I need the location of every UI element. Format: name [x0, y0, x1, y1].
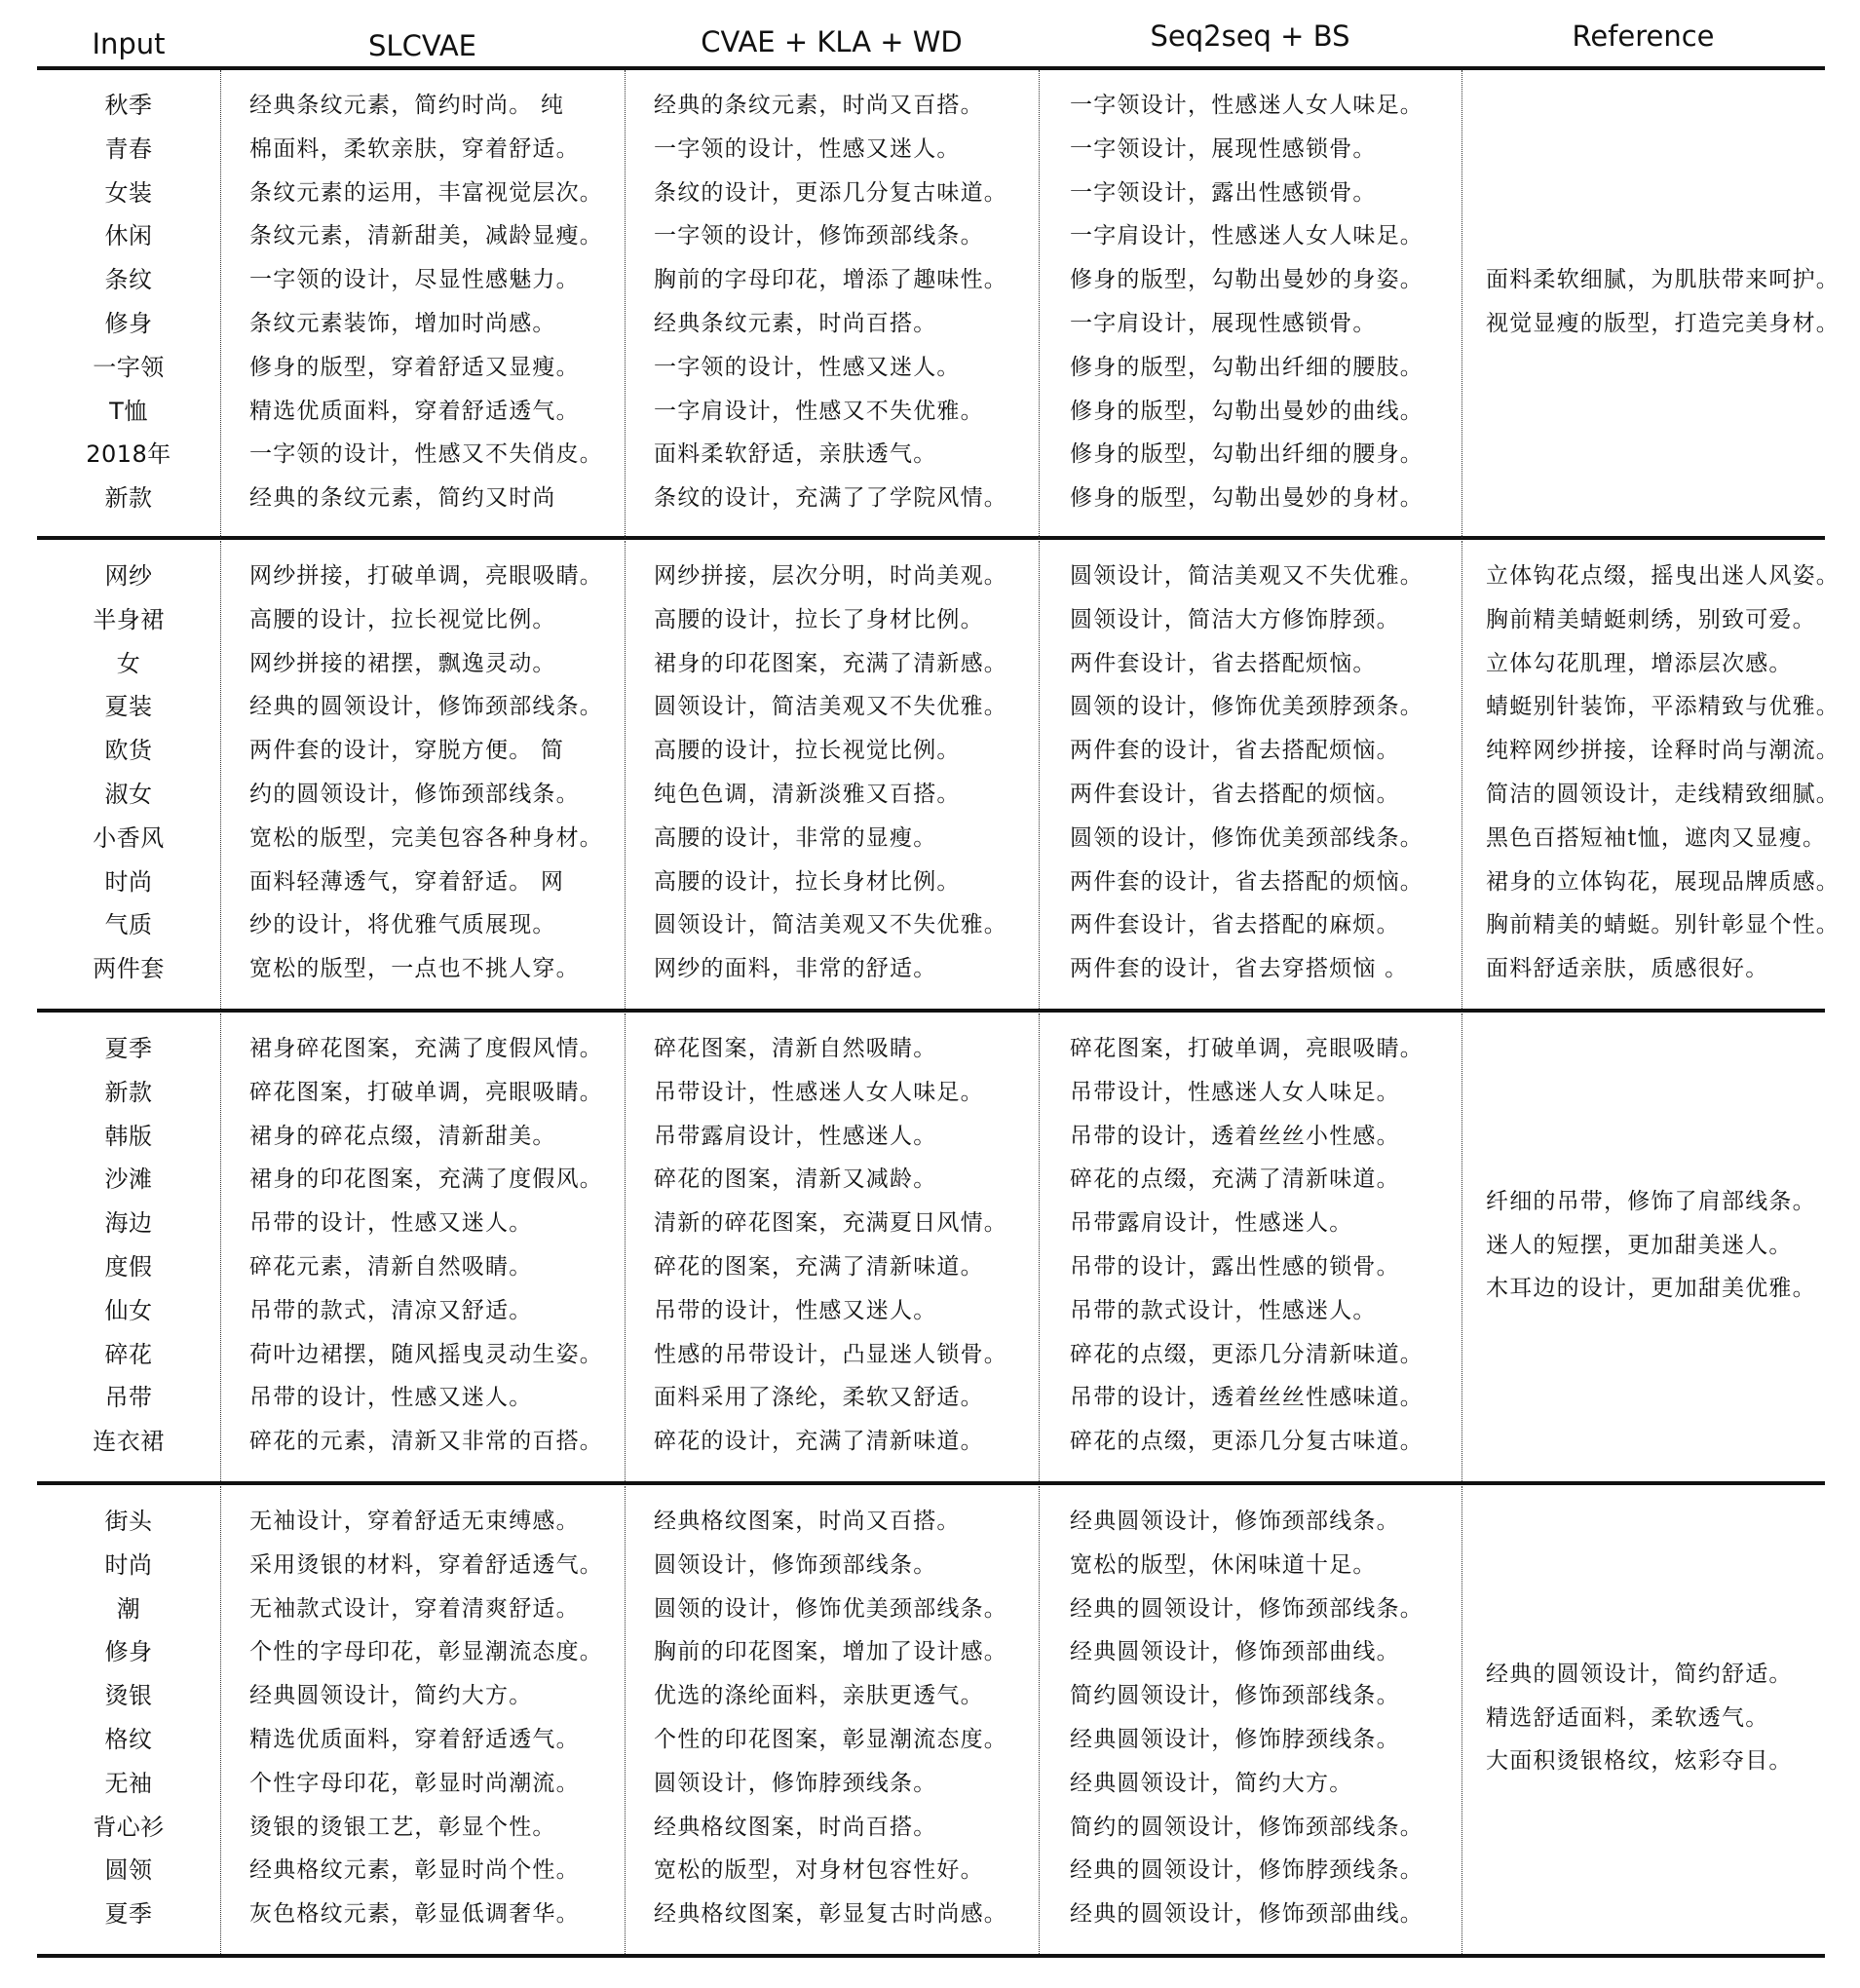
text-line: 网纱拼接，打破单调，亮眼吸睛。 [249, 563, 603, 589]
slcvae-output-cell [220, 1486, 625, 1954]
group-separator-rule [37, 1481, 1825, 1485]
text-line: 纯色色调，清新淡雅又百搭。 [654, 782, 961, 807]
reference-text-cell [1461, 70, 1840, 538]
header-seq2seq: Seq2seq + BS [1150, 19, 1350, 53]
text-line: 立体勾花肌理，增添层次感。 [1486, 650, 1793, 676]
text-line: 经典格纹元素，彰显时尚个性。 [249, 1857, 580, 1884]
text-line: 无袖款式设计，穿着清爽舒适。 [249, 1595, 580, 1622]
text-line: 条纹元素装饰，增加时尚感。 [249, 311, 556, 336]
input-keyword: 背心衫 [93, 1813, 165, 1841]
input-keyword: 半身裙 [93, 605, 165, 633]
text-line: 个性的印花图案，彰显潮流态度。 [654, 1727, 1007, 1752]
comparison-table [37, 0, 1840, 1929]
text-line: 立体钩花点缀，摇曳出迷人风姿。 [1486, 563, 1840, 589]
text-line: 吊带的设计，透着丝丝性感味道。 [1070, 1385, 1423, 1411]
text-line: 简约圆领设计，修饰颈部线条。 [1070, 1683, 1400, 1709]
text-line: 经典格纹图案，时尚又百搭。 [654, 1509, 961, 1534]
text-line: 一字肩设计，性感又不失优雅。 [654, 398, 984, 424]
text-line: 高腰的设计，拉长身材比例。 [654, 868, 961, 895]
table-header [37, 0, 1825, 70]
cvae-output-cell [625, 541, 1039, 1009]
slcvae-output-cell [220, 1013, 625, 1481]
text-line: 一字领的设计，修饰颈部线条。 [654, 223, 984, 249]
text-line: 条纹元素，清新甜美，减龄显瘦。 [249, 223, 603, 249]
text-line: 裙身的印花图案，充满了清新感。 [654, 650, 1007, 676]
input-keyword: 一字领 [93, 353, 165, 381]
text-line: 圆领设计，简洁大方修饰脖颈。 [1070, 606, 1400, 632]
header-reference: Reference [1572, 19, 1715, 53]
example-group [37, 541, 1840, 1009]
input-keyword: 新款 [104, 484, 153, 513]
text-line: 无袖设计，穿着舒适无束缚感。 [249, 1509, 580, 1534]
text-line: 胸前精美蜻蜓刺绣，别致可爱。 [1486, 606, 1816, 632]
cvae-output-cell [625, 70, 1039, 538]
text-line: 条纹元素的运用，丰富视觉层次。 [249, 179, 603, 206]
text-line: 一字领的设计，性感又迷人。 [654, 354, 961, 380]
text-line: 吊带露肩设计，性感迷人。 [1070, 1210, 1353, 1237]
text-line: 碎花图案，打破单调，亮眼吸睛。 [1070, 1036, 1423, 1061]
text-line: 两件套设计，省去搭配的烦恼。 [1070, 782, 1400, 807]
text-line: 精选舒适面料，柔软透气。 [1486, 1704, 1769, 1731]
group-separator-rule [37, 1009, 1825, 1013]
text-line: 面料柔软细腻，为肌肤带来呵护。 [1486, 267, 1840, 293]
text-line: 经典条纹元素，简约时尚。 纯 [249, 93, 565, 118]
text-line: 裙身碎花图案，充满了度假风情。 [249, 1036, 603, 1061]
input-keyword: 修身 [104, 1638, 153, 1666]
text-line: 经典圆领设计，简约大方。 [1070, 1770, 1353, 1796]
text-line: 修身的版型，勾勒出纤细的腰肢。 [1070, 354, 1423, 380]
text-line: 面料柔软舒适，亲肤透气。 [654, 441, 937, 468]
text-line: 经典的圆领设计，修饰颈部线条。 [249, 694, 603, 720]
text-line: 视觉显瘦的版型，打造完美身材。 [1486, 311, 1840, 336]
text-line: 个性字母印花，彰显时尚潮流。 [249, 1770, 580, 1796]
text-line: 吊带的设计，性感又迷人。 [249, 1385, 533, 1411]
text-line: 一字领的设计，性感又迷人。 [654, 135, 961, 162]
text-line: 面料采用了涤纶，柔软又舒适。 [654, 1385, 984, 1411]
text-line: 碎花的图案，清新又减龄。 [654, 1166, 937, 1193]
input-keyword: 无袖 [104, 1769, 153, 1797]
cvae-output-cell [625, 1486, 1039, 1954]
text-line: 修身的版型，穿着舒适又显瘦。 [249, 354, 580, 380]
input-keyword: 时尚 [104, 867, 153, 896]
text-line: 高腰的设计，非常的显瘦。 [654, 824, 937, 851]
input-keyword: 欧货 [104, 737, 153, 765]
text-line: 一字领设计，露出性感锁骨。 [1070, 179, 1377, 206]
text-line: 圆领的设计，修饰优美颈部线条。 [1070, 824, 1423, 851]
text-line: 修身的版型，勾勒出曼妙的曲线。 [1070, 398, 1423, 424]
text-line: 经典的圆领设计，修饰颈部线条。 [1070, 1595, 1423, 1622]
input-keyword: 修身 [104, 310, 153, 337]
slcvae-output-cell [220, 541, 625, 1009]
input-keywords-cell [37, 1013, 220, 1481]
input-keywords-cell [37, 1486, 220, 1954]
input-keyword: 街头 [104, 1508, 153, 1535]
text-line: 圆领设计，简洁美观又不失优雅。 [1070, 563, 1423, 589]
text-line: 修身的版型，勾勒出曼妙的身姿。 [1070, 267, 1423, 293]
text-line: 吊带的款式，清凉又舒适。 [249, 1297, 533, 1323]
input-keyword: 女 [116, 649, 141, 677]
input-keyword: 青春 [104, 134, 153, 163]
text-line: 圆领设计，修饰脖颈线条。 [654, 1770, 937, 1796]
text-line: 一字领设计，展现性感锁骨。 [1070, 135, 1377, 162]
text-line: 吊带的设计，露出性感的锁骨。 [1070, 1254, 1400, 1280]
text-line: 经典的条纹元素，时尚又百搭。 [654, 93, 984, 118]
text-line: 碎花元素，清新自然吸睛。 [249, 1254, 533, 1280]
seq2seq-output-cell [1039, 1486, 1461, 1954]
text-line: 一字肩设计，性感迷人女人味足。 [1070, 223, 1423, 249]
input-keyword: 休闲 [104, 222, 153, 250]
text-line: 蜻蜓别针装饰，平添精致与优雅。 [1486, 694, 1840, 720]
header-input: Input [92, 27, 166, 60]
input-keyword: 时尚 [104, 1550, 153, 1579]
text-line: 约的圆领设计，修饰颈部线条。 [249, 782, 580, 807]
input-keyword: 气质 [104, 911, 153, 939]
text-line: 圆领的设计，修饰优美颈部线条。 [654, 1595, 1007, 1622]
text-line: 碎花的点缀，更添几分清新味道。 [1070, 1341, 1423, 1367]
text-line: 迷人的短摆，更加甜美迷人。 [1486, 1232, 1793, 1258]
input-keyword: 网纱 [104, 562, 153, 590]
input-keyword: 韩版 [104, 1122, 153, 1150]
header-cvae: CVAE + KLA + WD [701, 25, 963, 58]
text-line: 条纹的设计，充满了了学院风情。 [654, 485, 1007, 512]
text-line: 简约的圆领设计，修饰颈部线条。 [1070, 1814, 1423, 1840]
text-line: 一字领的设计，尽显性感魅力。 [249, 267, 580, 293]
text-line: 修身的版型，勾勒出纤细的腰身。 [1070, 441, 1423, 468]
text-line: 碎花的点缀，更添几分复古味道。 [1070, 1429, 1423, 1455]
input-keyword: 仙女 [104, 1296, 153, 1324]
slcvae-output-cell [220, 70, 625, 538]
text-line: 圆领的设计，修饰优美颈脖颈条。 [1070, 694, 1423, 720]
text-line: 经典的圆领设计，修饰颈部曲线。 [1070, 1901, 1423, 1928]
bottom-rule [37, 1954, 1825, 1958]
input-keyword: 烫银 [104, 1682, 153, 1710]
seq2seq-output-cell [1039, 1013, 1461, 1481]
input-keyword: 夏季 [104, 1900, 153, 1929]
input-keyword: 夏装 [104, 693, 153, 721]
example-group [37, 1013, 1825, 1481]
text-line: 裙身的立体钩花，展现品牌质感。 [1486, 868, 1840, 895]
text-line: 大面积烫银格纹，炫彩夺目。 [1486, 1748, 1793, 1775]
seq2seq-output-cell [1039, 70, 1461, 538]
text-line: 两件套设计，省去搭配的麻烦。 [1070, 912, 1400, 938]
text-line: 高腰的设计，拉长视觉比例。 [654, 738, 961, 764]
text-line: 经典条纹元素，时尚百搭。 [654, 311, 937, 336]
input-keyword: 沙滩 [104, 1166, 153, 1194]
input-keyword: 碎花 [104, 1340, 153, 1368]
text-line: 网纱拼接的裙摆，飘逸灵动。 [249, 650, 556, 676]
text-line: 条纹的设计，更添几分复古味道。 [654, 179, 1007, 206]
text-line: 胸前精美的蜻蜓。别针彰显个性。 [1486, 912, 1840, 938]
text-line: 碎花的图案，充满了清新味道。 [654, 1254, 984, 1280]
input-keyword: 海边 [104, 1209, 153, 1238]
text-line: 碎花的设计，充满了清新味道。 [654, 1429, 984, 1455]
text-line: 吊带的设计，性感又迷人。 [249, 1210, 533, 1237]
text-line: 经典圆领设计，修饰脖颈线条。 [1070, 1727, 1400, 1752]
text-line: 一字领的设计，性感又不失俏皮。 [249, 441, 603, 468]
text-line: 面料舒适亲肤，质感很好。 [1486, 956, 1769, 982]
text-line: 宽松的版型，对身材包容性好。 [654, 1857, 984, 1884]
text-line: 吊带的设计，透着丝丝小性感。 [1070, 1123, 1400, 1149]
text-line: 经典的圆领设计，简约舒适。 [1486, 1661, 1793, 1687]
input-keyword: 秋季 [104, 92, 153, 119]
text-line: 碎花图案，打破单调，亮眼吸睛。 [249, 1079, 603, 1105]
input-keyword: 吊带 [104, 1384, 153, 1412]
text-line: 宽松的版型，一点也不挑人穿。 [249, 956, 580, 982]
text-line: 烫银的烫银工艺，彰显个性。 [249, 1814, 556, 1840]
text-line: 吊带设计，性感迷人女人味足。 [1070, 1079, 1400, 1105]
text-line: 两件套的设计，省去搭配的烦恼。 [1070, 868, 1423, 895]
text-line: 网纱拼接，层次分明，时尚美观。 [654, 563, 1007, 589]
text-line: 裙身的碎花点缀，清新甜美。 [249, 1123, 556, 1149]
seq2seq-output-cell [1039, 541, 1461, 1009]
text-line: 吊带的设计，性感又迷人。 [654, 1297, 937, 1323]
input-keyword: 连衣裙 [93, 1428, 165, 1456]
input-keyword: 夏季 [104, 1035, 153, 1062]
text-line: 精选优质面料，穿着舒适透气。 [249, 1727, 580, 1752]
text-line: 经典圆领设计，修饰颈部线条。 [1070, 1509, 1400, 1534]
text-line: 胸前的字母印花，增添了趣味性。 [654, 267, 1007, 293]
text-line: 圆领设计，简洁美观又不失优雅。 [654, 694, 1007, 720]
reference-text-cell [1461, 1486, 1825, 1954]
text-line: 木耳边的设计，更加甜美优雅。 [1486, 1276, 1816, 1302]
example-group [37, 70, 1840, 538]
text-line: 纯粹网纱拼接，诠释时尚与潮流。 [1486, 738, 1840, 764]
text-line: 采用烫银的材料，穿着舒适透气。 [249, 1551, 603, 1578]
text-line: 经典圆领设计，修饰颈部曲线。 [1070, 1639, 1400, 1665]
text-line: 清新的碎花图案，充满夏日风情。 [654, 1210, 1007, 1237]
input-keyword: 小香风 [93, 823, 165, 852]
text-line: 宽松的版型，休闲味道十足。 [1070, 1551, 1377, 1578]
text-line: 简洁的圆领设计，走线精致细腻。 [1486, 782, 1840, 807]
text-line: 两件套的设计，穿脱方便。 简 [249, 738, 565, 764]
text-line: 个性的字母印花，彰显潮流态度。 [249, 1639, 603, 1665]
text-line: 宽松的版型，完美包容各种身材。 [249, 824, 603, 851]
text-line: 胸前的印花图案，增加了设计感。 [654, 1639, 1007, 1665]
input-keyword: 2018年 [86, 440, 171, 469]
text-line: 碎花的元素，清新又非常的百搭。 [249, 1429, 603, 1455]
text-line: 碎花图案，清新自然吸睛。 [654, 1036, 937, 1061]
text-line: 荷叶边裙摆，随风摇曳灵动生姿。 [249, 1341, 603, 1367]
input-keyword: 潮 [116, 1594, 141, 1623]
text-line: 碎花的点缀，充满了清新味道。 [1070, 1166, 1400, 1193]
text-line: 圆领设计，修饰颈部线条。 [654, 1551, 937, 1578]
text-line: 纱的设计，将优雅气质展现。 [249, 912, 556, 938]
text-line: 高腰的设计，拉长视觉比例。 [249, 606, 556, 632]
text-line: 一字肩设计，展现性感锁骨。 [1070, 311, 1377, 336]
text-line: 优选的涤纶面料，亲肤更透气。 [654, 1683, 984, 1709]
input-keyword: 女装 [104, 178, 153, 207]
text-line: 裙身的印花图案，充满了度假风。 [249, 1166, 603, 1193]
reference-text-cell [1461, 1013, 1825, 1481]
text-line: 黑色百搭短袖t恤，遮肉又显瘦。 [1486, 824, 1827, 851]
text-line: 网纱的面料，非常的舒适。 [654, 956, 937, 982]
text-line: 圆领设计，简洁美观又不失优雅。 [654, 912, 1007, 938]
text-line: 面料轻薄透气，穿着舒适。 网 [249, 868, 565, 895]
text-line: 经典圆领设计，简约大方。 [249, 1683, 533, 1709]
input-keyword: 新款 [104, 1078, 153, 1106]
text-line: 吊带露肩设计，性感迷人。 [654, 1123, 937, 1149]
input-keyword: 条纹 [104, 266, 153, 294]
text-line: 高腰的设计，拉长了身材比例。 [654, 606, 984, 632]
input-keyword: 格纹 [104, 1726, 153, 1753]
text-line: 一字领设计，性感迷人女人味足。 [1070, 93, 1423, 118]
text-line: 两件套的设计，省去穿搭烦恼 。 [1070, 956, 1409, 982]
text-line: 性感的吊带设计，凸显迷人锁骨。 [654, 1341, 1007, 1367]
example-group [37, 1486, 1825, 1954]
text-line: 精选优质面料，穿着舒适透气。 [249, 398, 580, 424]
text-line: 吊带的款式设计，性感迷人。 [1070, 1297, 1377, 1323]
text-line: 两件套设计，省去搭配烦恼。 [1070, 650, 1377, 676]
text-line: 两件套的设计，省去搭配烦恼。 [1070, 738, 1400, 764]
text-line: 修身的版型，勾勒出曼妙的身材。 [1070, 485, 1423, 512]
input-keywords-cell [37, 70, 220, 538]
text-line: 经典的圆领设计，修饰脖颈线条。 [1070, 1857, 1423, 1884]
input-keyword: 圆领 [104, 1856, 153, 1885]
reference-text-cell [1461, 541, 1840, 1009]
input-keyword: 度假 [104, 1253, 153, 1281]
input-keyword: T恤 [109, 397, 148, 425]
input-keyword: 淑女 [104, 781, 153, 808]
text-line: 纤细的吊带，修饰了肩部线条。 [1486, 1188, 1816, 1214]
text-line: 经典格纹图案，时尚百搭。 [654, 1814, 937, 1840]
text-line: 经典格纹图案，彰显复古时尚感。 [654, 1901, 1007, 1928]
text-line: 灰色格纹元素，彰显低调奢华。 [249, 1901, 580, 1928]
header-slcvae: SLCVAE [368, 29, 476, 62]
input-keywords-cell [37, 541, 220, 1009]
input-keyword: 两件套 [93, 955, 165, 983]
text-line: 吊带设计，性感迷人女人味足。 [654, 1079, 984, 1105]
text-line: 棉面料，柔软亲肤，穿着舒适。 [249, 135, 580, 162]
cvae-output-cell [625, 1013, 1039, 1481]
text-line: 经典的条纹元素，简约又时尚 [249, 485, 556, 512]
